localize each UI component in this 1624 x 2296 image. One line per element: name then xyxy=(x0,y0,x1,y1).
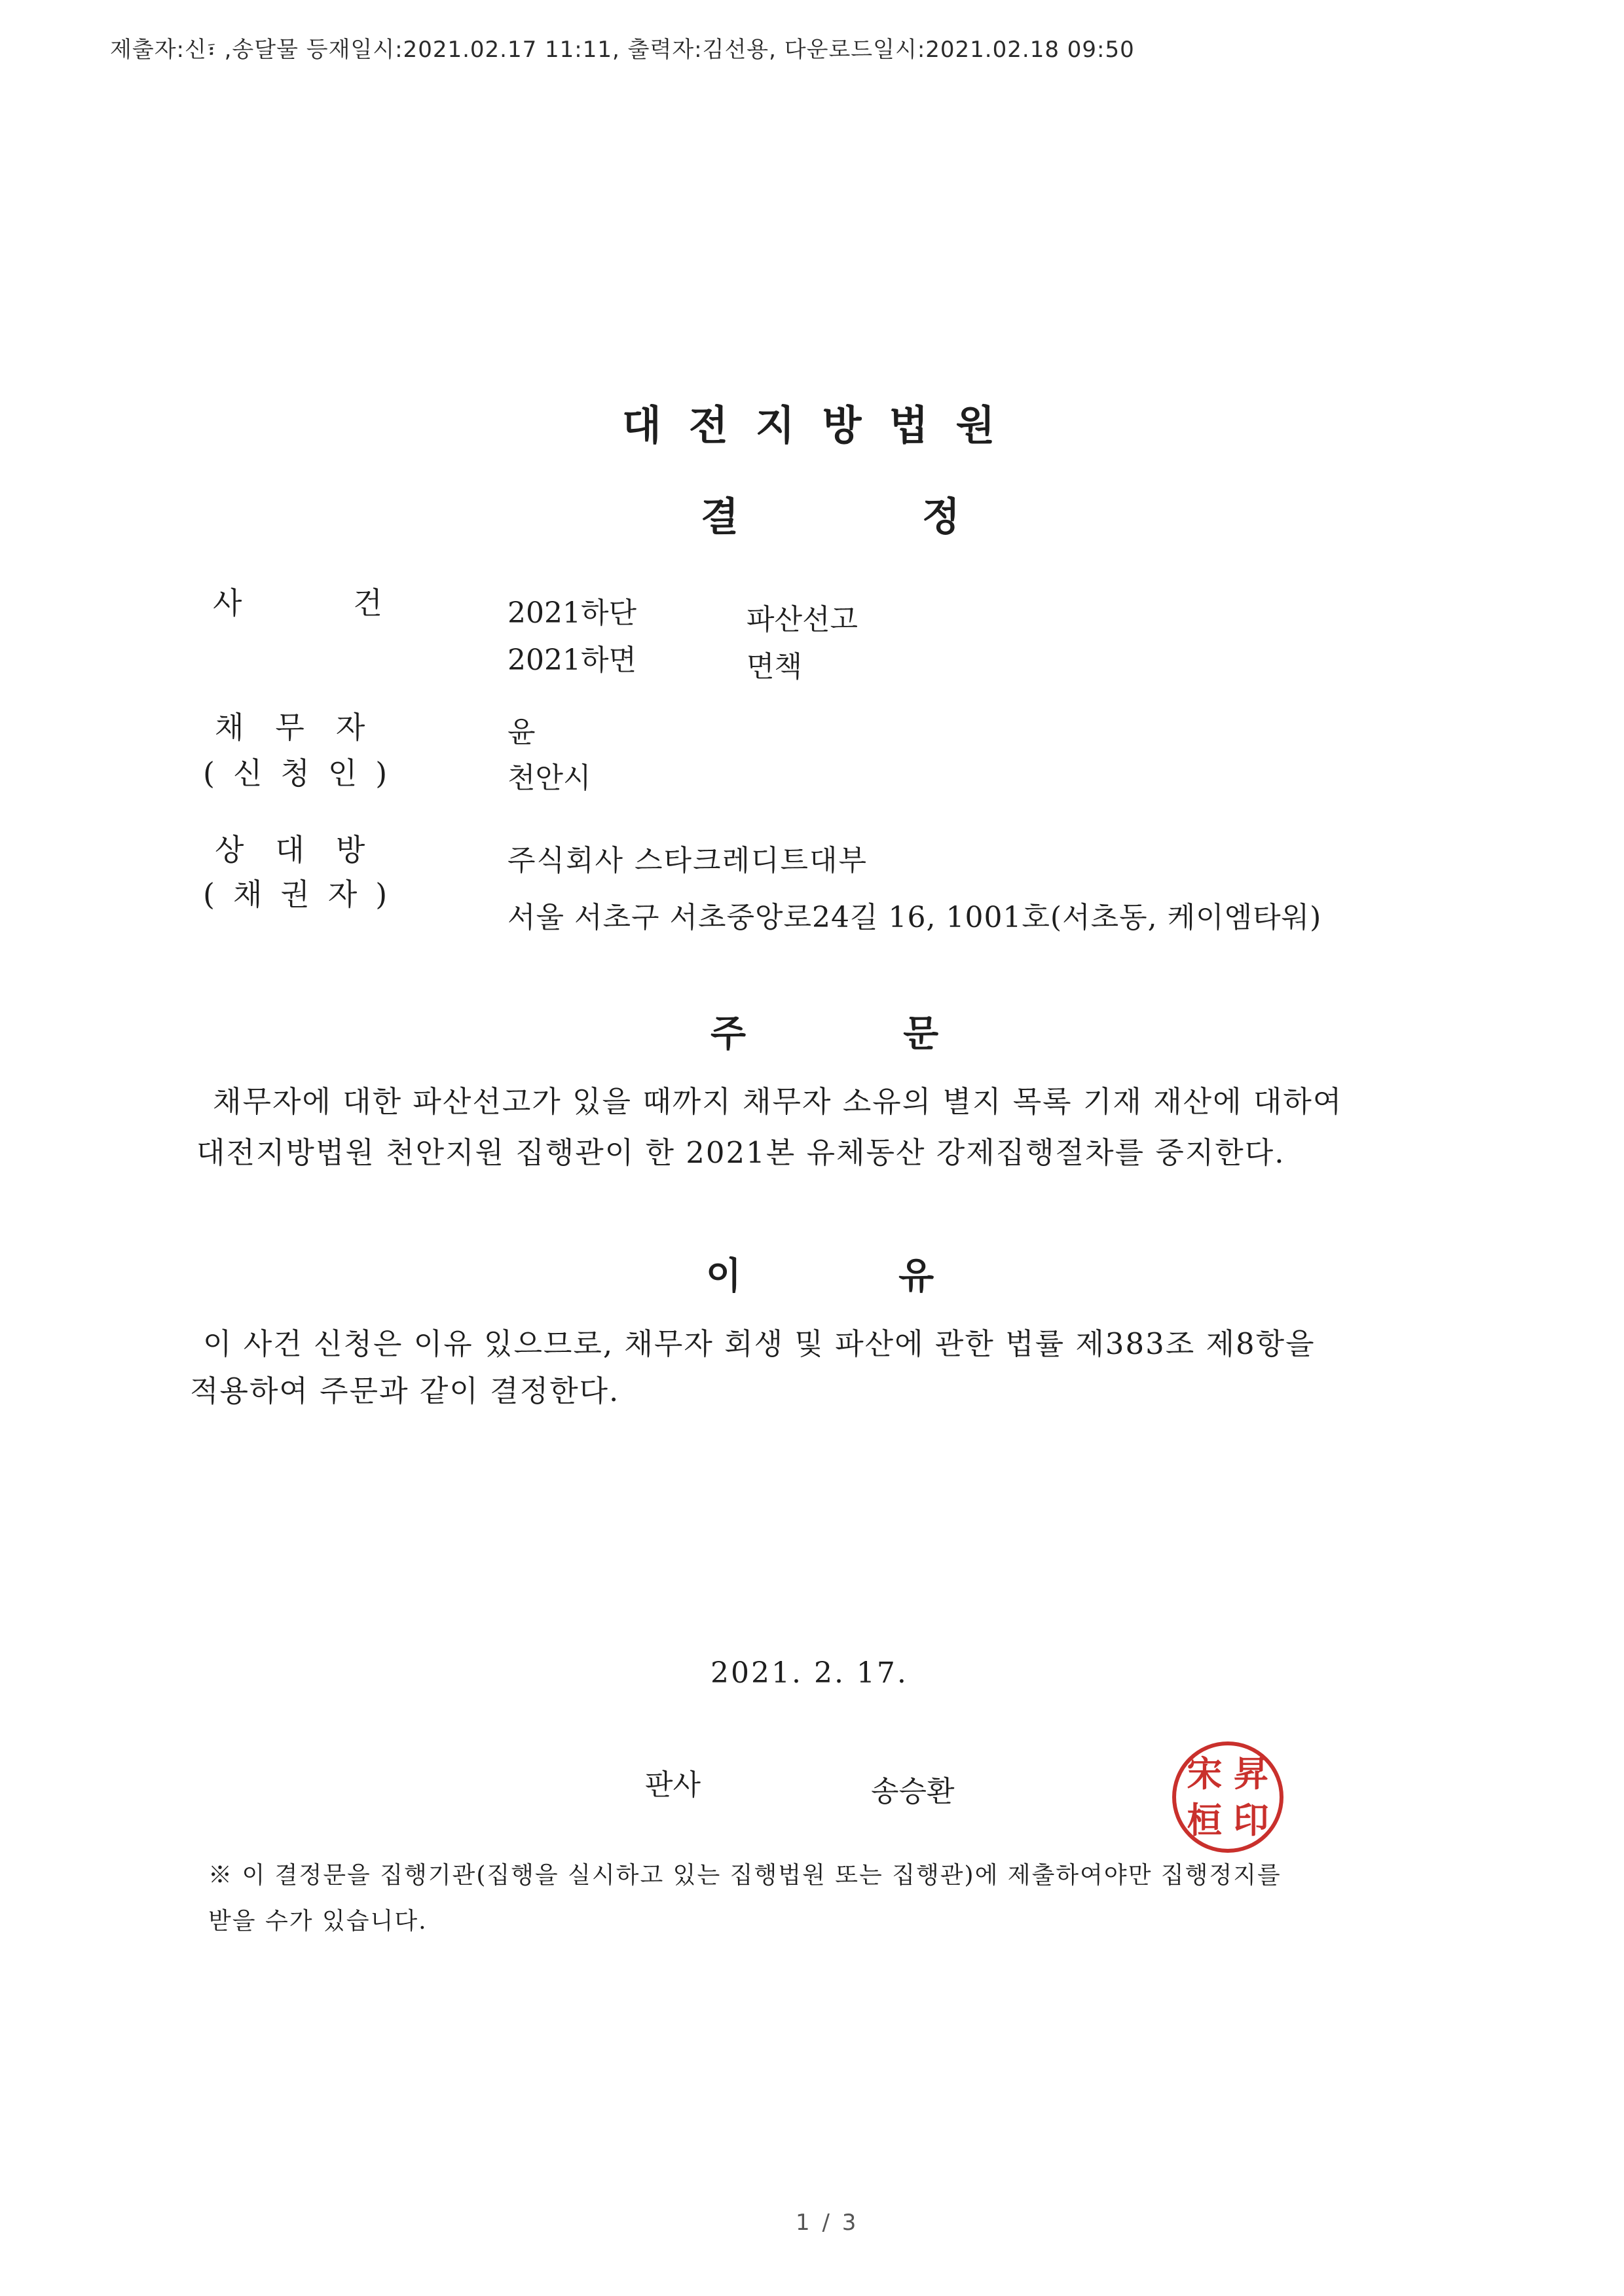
order-heading: 주문 xyxy=(710,1013,1096,1055)
page-number: 1 / 3 xyxy=(796,2210,859,2236)
reason-heading: 이유 xyxy=(706,1255,1092,1298)
debtor-name: 윤 xyxy=(507,716,536,749)
debtor-address: 천안시 xyxy=(507,761,591,795)
seal-char: 昇 xyxy=(1233,1753,1269,1795)
execution-note xyxy=(208,1853,1282,1944)
note-line-2: 받을 수가 있습니다. xyxy=(208,1908,428,1935)
opponent-name: 주식회사 스타크레디트대부 xyxy=(507,844,868,877)
document-type-title: 결정 xyxy=(701,494,1143,540)
court-name: 대전지방법원 xyxy=(622,401,1023,449)
reason-line-2: 적용하여 주문과 같이 결정한다. xyxy=(190,1374,620,1408)
opponent-label: 상대방 xyxy=(215,832,397,867)
note-line-1: ※ 이 결정문을 집행기관(집행을 실시하고 있는 집행법원 또는 집행관)에 제출하여야만 집행정지를 xyxy=(208,1862,1282,1889)
judge-label: 판사 xyxy=(645,1768,701,1802)
debtor-sublabel: (신청인) xyxy=(203,756,406,791)
order-line-1: 채무자에 대한 파산선고가 있을 때까지 채무자 소유의 별지 목록 기재 재산에 대하여 xyxy=(213,1084,1343,1119)
submission-header: 제출자:신፣ ,송달물 등재일시:2021.02.17 11:11, 출력자:김선용, 다운로드일시:2021.02.18 09:50 xyxy=(110,37,1135,63)
order-line-2: 대전지방법원 천안지원 집행관이 한 2021본 유체동산 강제집행절차를 중지한다. xyxy=(196,1135,1285,1170)
opponent-address: 서울 서초구 서초중앙로24길 16, 1001호(서초동, 케이엠타워) xyxy=(507,901,1322,934)
seal-char: 印 xyxy=(1233,1799,1269,1841)
seal-char: 宋 xyxy=(1187,1753,1223,1795)
seal-char: 桓 xyxy=(1187,1799,1223,1841)
case-number-1: 2021하단 xyxy=(507,596,637,630)
case-name-2: 면책 xyxy=(747,650,803,683)
opponent-sublabel: (채권자) xyxy=(203,877,406,912)
case-name-1: 파산선고 xyxy=(747,603,858,636)
judge-seal xyxy=(1172,1741,1283,1853)
case-number-2: 2021하면 xyxy=(507,644,637,677)
debtor-label: 채무자 xyxy=(215,710,397,745)
judge-name: 송승환 xyxy=(871,1775,955,1808)
decision-date: 2021. 2. 17. xyxy=(710,1656,908,1690)
case-label: 사건 xyxy=(213,585,494,621)
reason-line-1: 이 사건 신청은 이유 있으므로, 채무자 회생 및 파산에 관한 법률 제383조 제8항을 xyxy=(203,1326,1316,1361)
